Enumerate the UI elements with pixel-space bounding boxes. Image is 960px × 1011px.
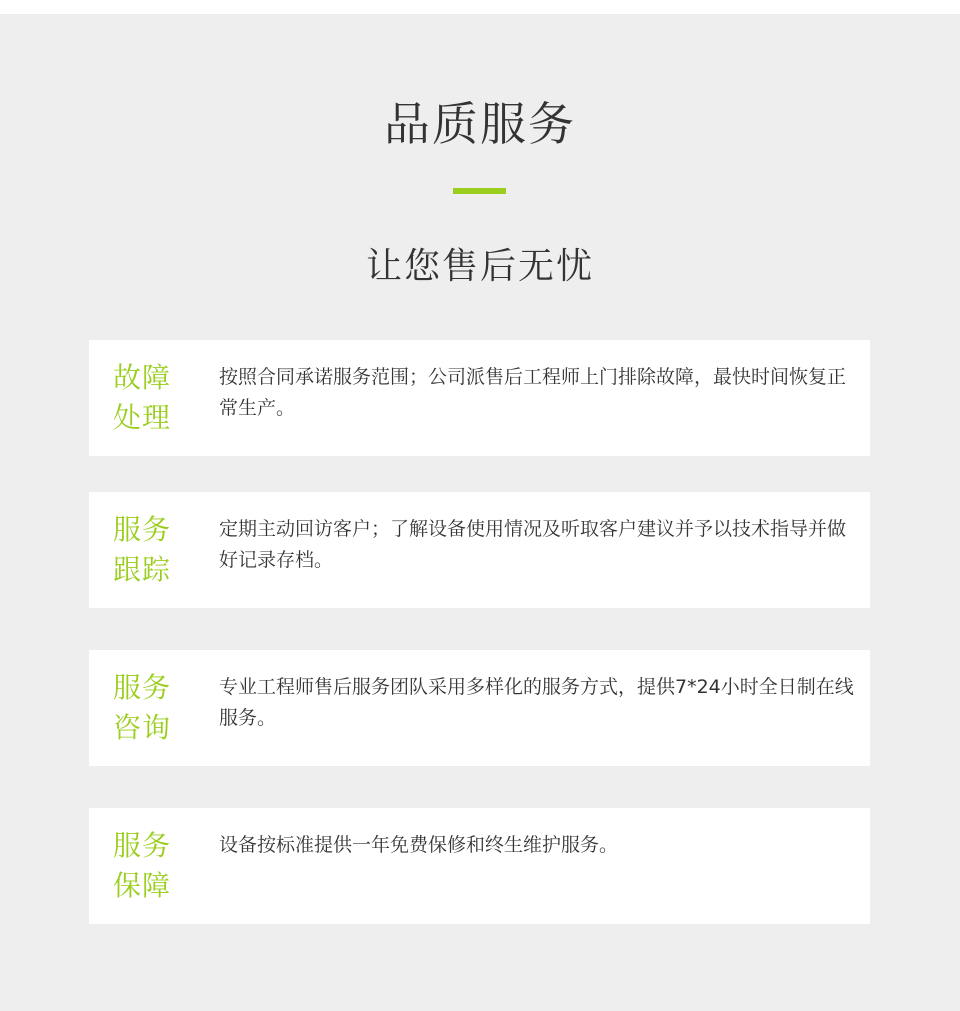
service-card-fault-handling [89,340,870,456]
service-label: 故障处理 [113,361,172,434]
service-card-service-tracking [89,492,870,608]
service-card-service-consulting [89,650,870,766]
service-description: 按照合同承诺服务范围；公司派售后工程师上门排除故障，最快时间恢复正常生产。 [219,366,847,419]
service-description: 设备按标准提供一年免费保修和终生维护服务。 [219,834,619,856]
page-title: 品质服务 [384,97,576,151]
service-description: 专业工程师售后服务团队采用多样化的服务方式，提供7*24小时全日制在线服务。 [219,676,854,729]
page-subtitle: 让您售后无忧 [365,246,594,287]
service-description: 定期主动回访客户；了解设备使用情况及听取客户建议并予以技术指导并做好记录存档。 [219,518,847,571]
service-label: 服务跟踪 [113,513,172,586]
title-accent-bar [453,188,506,194]
service-label: 服务咨询 [113,671,172,744]
service-card-service-guarantee [89,808,870,924]
service-label: 服务保障 [113,829,172,902]
